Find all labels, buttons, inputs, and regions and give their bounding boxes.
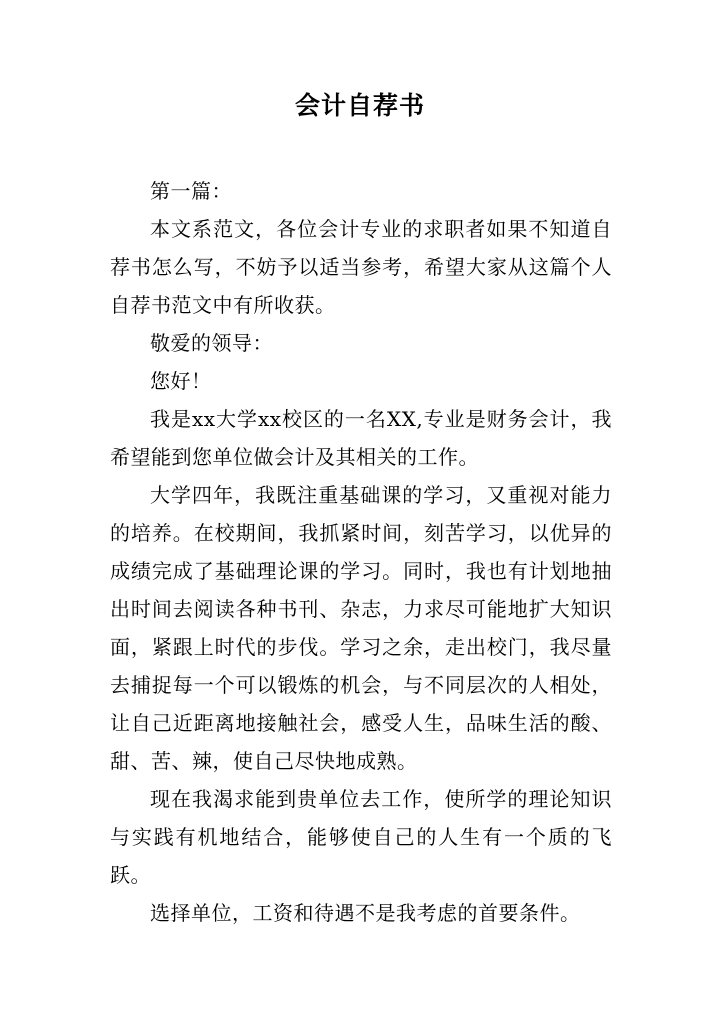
document-body [110,172,612,932]
salutation: 敬爱的领导： [150,331,273,355]
intro-paragraph: 本文系范文，各位会计专业的求职者如果不知道自荐书怎么写，不妨予以适当参考，希望大家从这篇个人自荐书范文中有所收获。 [110,217,612,317]
aspiration-paragraph: 现在我渴求能到贵单位去工作，使所学的理论知识与实践有机地结合，能够使自己的人生有一个质的飞跃。 [110,787,612,887]
document-title: 会计自荐书 [294,91,425,120]
priorities-paragraph: 选择单位，工资和待遇不是我考虑的首要条件。 [150,901,581,925]
study-paragraph: 大学四年，我既注重基础课的学习，又重视对能力的培养。在校期间，我抓紧时间，刻苦学习，以优异的成绩完成了基础理论课的学习。同时，我也有计划地抽出时间去阅读各种书刊、杂志，力求尽可能地扩大知识面，紧跟上时代的步伐。学习之余，走出校门，我尽量去捕捉每一个可以锻炼的机会，与不同层次的人相处，让自己近距离地接触社会，感受人生，品味生活的酸、甜、苦、辣，使自己尽快地成熟。 [110,483,612,773]
section-heading: 第一篇： [150,179,232,203]
self-intro-paragraph: 我是xx大学xx校区的一名XX,专业是财务会计，我希望能到您单位做会计及其相关的工作。 [110,407,612,469]
greeting: 您好！ [150,369,212,393]
